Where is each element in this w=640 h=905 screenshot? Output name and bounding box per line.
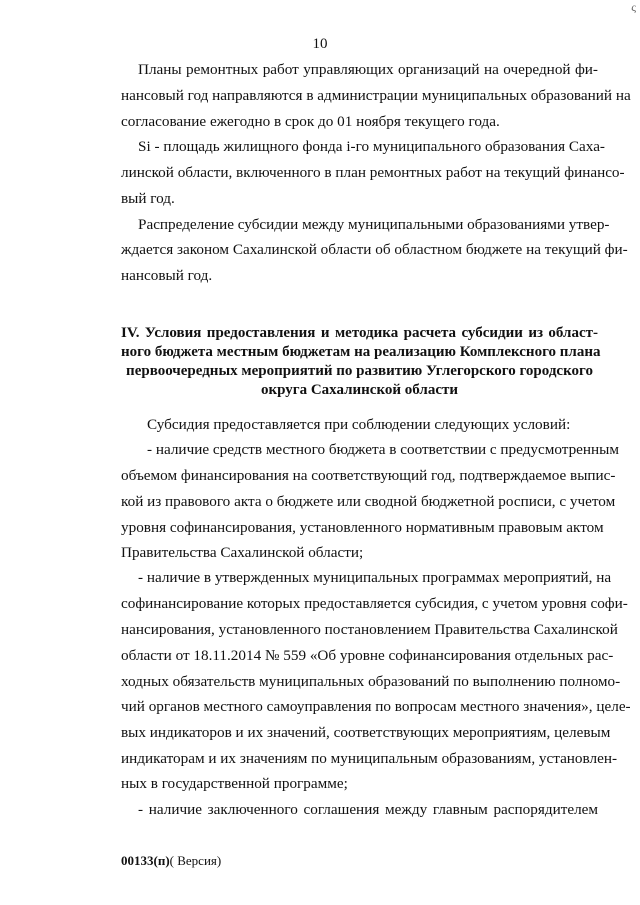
- paragraph-line: Правительства Сахалинской области;: [121, 544, 364, 561]
- paragraph-line: ходных обязательств муниципальных образований по выполнению полномо-: [121, 673, 621, 690]
- paragraph-line: согласование ежегодно в срок до 01 ноября текущего года.: [121, 113, 500, 130]
- paragraph-line: вый год.: [121, 190, 175, 207]
- section-heading-line: округа Сахалинской области: [260, 382, 459, 398]
- paragraph-line: объемом финансирования на соответствующий год, подтверждаемое выпис-: [121, 467, 616, 484]
- paragraph-line: ных в государственной программе;: [121, 775, 348, 792]
- paragraph-line: - наличие заключенного соглашения между главным распорядителем: [138, 801, 598, 818]
- section-heading-line: ного бюджета местным бюджетам на реализацию Комплексного плана: [121, 344, 601, 360]
- corner-mark: ς: [631, 0, 636, 14]
- paragraph-line: нансовый год.: [121, 267, 213, 284]
- paragraph-line: - наличие средств местного бюджета в соответствии с предусмотренным: [147, 441, 619, 458]
- paragraph-line: софинансирование которых предоставляется субсидия, с учетом уровня софи-: [121, 595, 628, 612]
- paragraph-line: нансирования, установленного постановлением Правительства Сахалинской: [121, 621, 618, 638]
- page-number: 10: [312, 36, 328, 52]
- footer-code: 00133(п): [121, 853, 170, 868]
- paragraph-line: вых индикаторов и их значений, соответствующих мероприятиям, целевым: [121, 724, 611, 741]
- paragraph-line: ждается законом Сахалинской области об областном бюджете на текущий фи-: [121, 241, 628, 258]
- paragraph-line: Субсидия предоставляется при соблюдении следующих условий:: [147, 416, 571, 433]
- paragraph-line: чий органов местного самоуправления по вопросам местного значения», целе-: [121, 698, 631, 715]
- paragraph-line: Si - площадь жилищного фонда i-го муниципального образования Саха-: [138, 138, 605, 155]
- paragraph-line: - наличие в утвержденных муниципальных программах мероприятий, на: [138, 569, 612, 586]
- paragraph-line: линской области, включенного в план ремонтных работ на текущий финансо-: [121, 164, 625, 181]
- paragraph-line: Планы ремонтных работ управляющих организаций на очередной фи-: [138, 61, 598, 78]
- paragraph-line: уровня софинансирования, установленного нормативным правовым актом: [121, 519, 604, 536]
- document-footer: [121, 853, 221, 869]
- paragraph-line: кой из правового акта о бюджете или сводной бюджетной росписи, с учетом: [121, 493, 616, 510]
- section-heading-line: IV. Условия предоставления и методика расчета субсидии из област-: [121, 325, 598, 341]
- paragraph-line: индикаторам и их значениям по муниципальным образованиям, установлен-: [121, 750, 618, 767]
- paragraph-line: нансовый год направляются в администрации муниципальных образований на: [121, 87, 631, 104]
- paragraph-line: области от 18.11.2014 № 559 «Об уровне софинансирования отдельных рас-: [121, 647, 614, 664]
- section-heading-line: первоочередных мероприятий по развитию Углегорского городского: [126, 363, 593, 379]
- paragraph-line: Распределение субсидии между муниципальными образованиями утвер-: [138, 216, 610, 233]
- footer-version: ( Версия): [169, 853, 222, 868]
